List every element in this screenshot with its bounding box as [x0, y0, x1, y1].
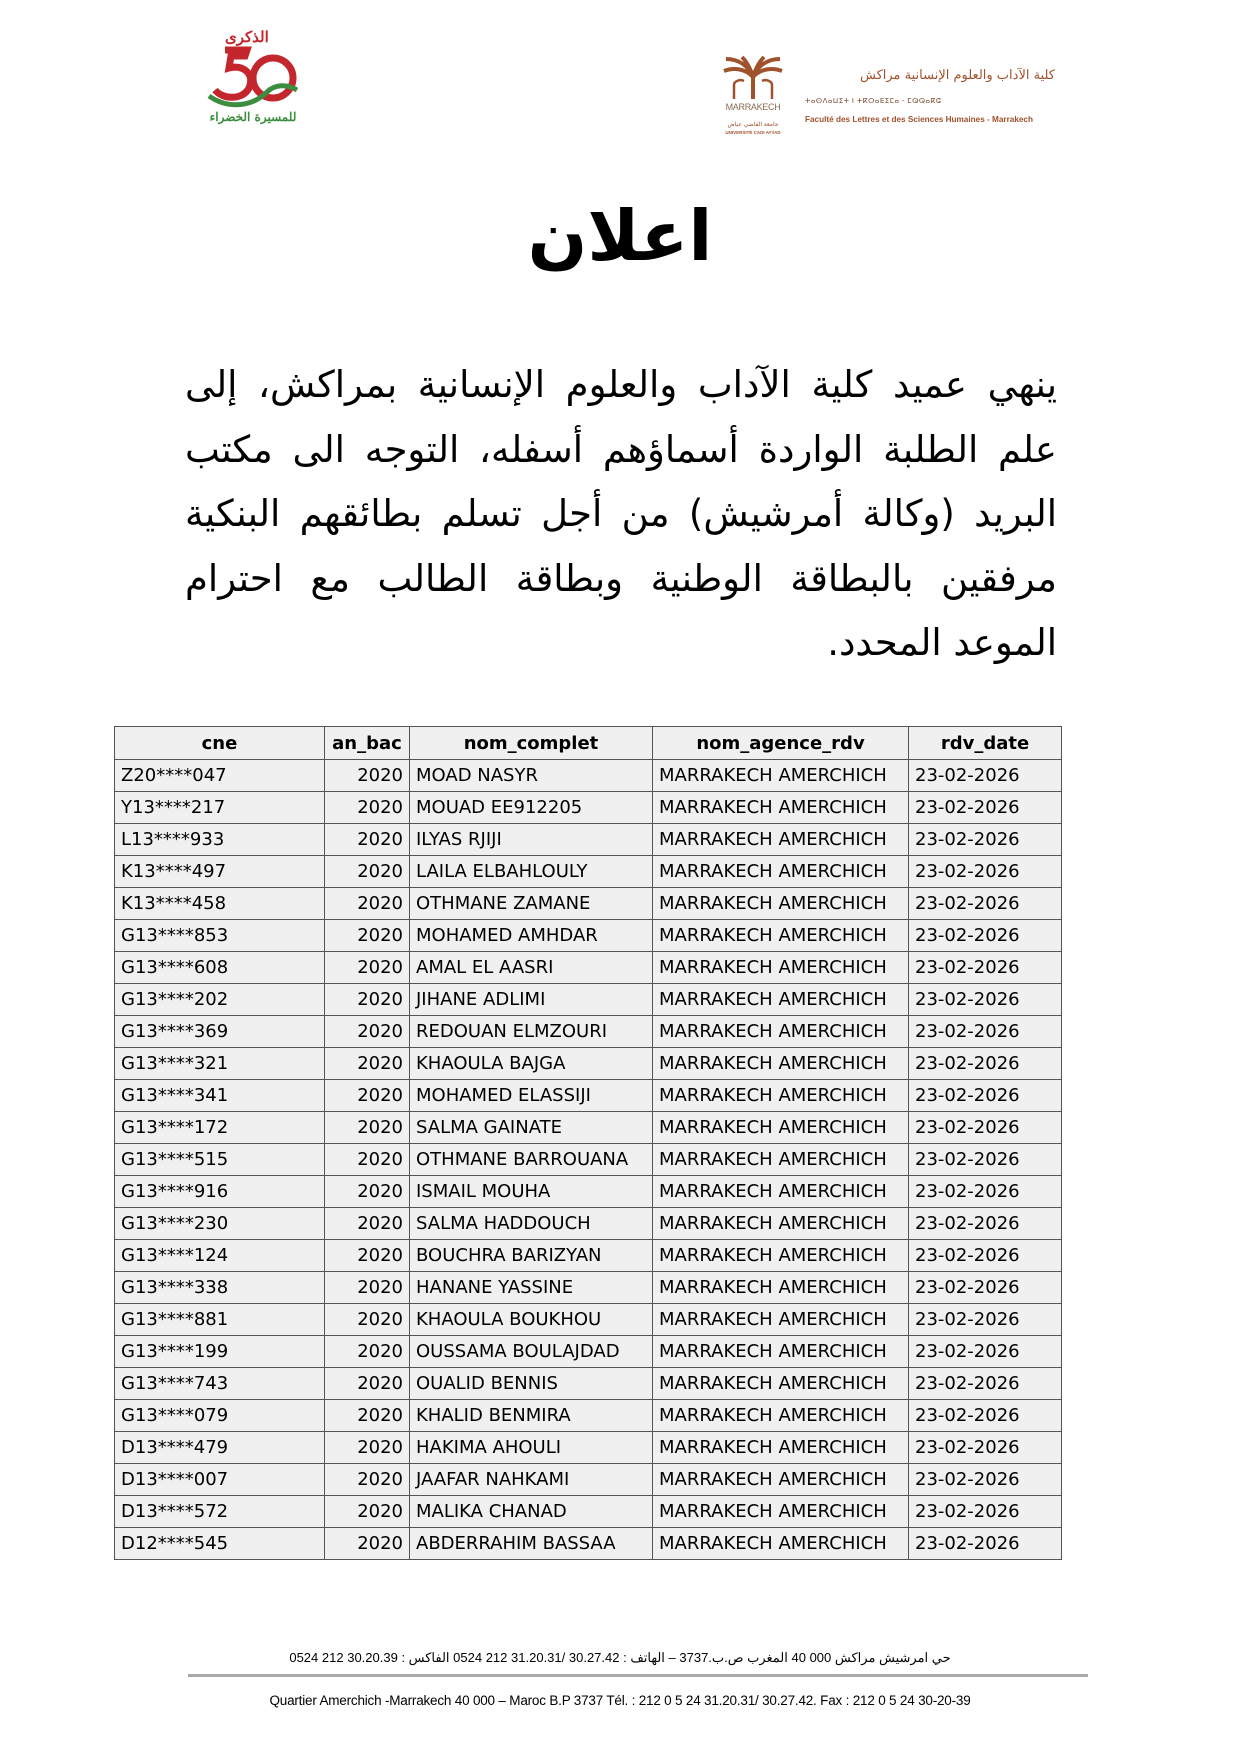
table-row — [115, 1272, 1062, 1304]
cell-nom-complet: KHAOULA BAJGA — [410, 1048, 653, 1080]
cell-cne: Z20****047 — [115, 760, 325, 792]
cell-cne: Y13****217 — [115, 792, 325, 824]
cell-nom-complet: OUALID BENNIS — [410, 1368, 653, 1400]
cell-nom-agence-rdv: MARRAKECH AMERCHICH — [653, 888, 909, 920]
cell-cne: G13****341 — [115, 1080, 325, 1112]
cell-an-bac: 2020 — [325, 1208, 410, 1240]
cell-an-bac: 2020 — [325, 1272, 410, 1304]
table-row — [115, 1176, 1062, 1208]
cell-an-bac: 2020 — [325, 1304, 410, 1336]
cell-nom-agence-rdv: MARRAKECH AMERCHICH — [653, 920, 909, 952]
table-row — [115, 1240, 1062, 1272]
logo-green-march-text: للمسيرة الخضراء — [209, 110, 297, 124]
cell-rdv-date: 23-02-2026 — [909, 952, 1062, 984]
table-row — [115, 1304, 1062, 1336]
cell-nom-agence-rdv: MARRAKECH AMERCHICH — [653, 1368, 909, 1400]
cell-rdv-date: 23-02-2026 — [909, 984, 1062, 1016]
cell-nom-complet: HANANE YASSINE — [410, 1272, 653, 1304]
footer-address-ar: حي امرشيش مراكش 000 40 المغرب ص.ب.3737 – الهاتف : 30.27.42 /31.20.31 212 0524 الفاكس : 30.20.39 212 0524 — [289, 1650, 951, 1665]
cell-nom-agence-rdv: MARRAKECH AMERCHICH — [653, 1336, 909, 1368]
logo-university-fr: UNIVERSITÉ CADI AYYAD — [725, 130, 781, 135]
cell-an-bac: 2020 — [325, 1368, 410, 1400]
cell-rdv-date: 23-02-2026 — [909, 1016, 1062, 1048]
cell-rdv-date: 23-02-2026 — [909, 1464, 1062, 1496]
table-row — [115, 1208, 1062, 1240]
table-row — [115, 1080, 1062, 1112]
cell-an-bac: 2020 — [325, 1112, 410, 1144]
cell-an-bac: 2020 — [325, 1432, 410, 1464]
cell-rdv-date: 23-02-2026 — [909, 1208, 1062, 1240]
header-cne: cne — [115, 727, 325, 760]
header-nom-complet: nom_complet — [410, 727, 653, 760]
cell-nom-complet: AMAL EL AASRI — [410, 952, 653, 984]
cell-rdv-date: 23-02-2026 — [909, 1112, 1062, 1144]
footer-address-fr: Quartier Amerchich -Marrakech 40 000 – Maroc B.P 3737 Tél. : 212 0 5 24 31.20.31/ 30.27.42. Fax : 212 0 5 24 30-20-39 — [269, 1693, 971, 1708]
cell-rdv-date: 23-02-2026 — [909, 1336, 1062, 1368]
cell-nom-agence-rdv: MARRAKECH AMERCHICH — [653, 1432, 909, 1464]
cell-nom-complet: LAILA ELBAHLOULY — [410, 856, 653, 888]
cell-an-bac: 2020 — [325, 1528, 410, 1560]
cell-rdv-date: 23-02-2026 — [909, 1272, 1062, 1304]
table-row — [115, 1368, 1062, 1400]
cell-nom-agence-rdv: MARRAKECH AMERCHICH — [653, 1176, 909, 1208]
cell-nom-agence-rdv: MARRAKECH AMERCHICH — [653, 1496, 909, 1528]
cell-cne: L13****933 — [115, 824, 325, 856]
cell-an-bac: 2020 — [325, 1464, 410, 1496]
cell-nom-complet: HAKIMA AHOULI — [410, 1432, 653, 1464]
cell-nom-agence-rdv: MARRAKECH AMERCHICH — [653, 1080, 909, 1112]
cell-cne: G13****369 — [115, 1016, 325, 1048]
cell-an-bac: 2020 — [325, 888, 410, 920]
cell-rdv-date: 23-02-2026 — [909, 1368, 1062, 1400]
cell-nom-complet: KHALID BENMIRA — [410, 1400, 653, 1432]
cell-rdv-date: 23-02-2026 — [909, 1080, 1062, 1112]
cell-nom-complet: ISMAIL MOUHA — [410, 1176, 653, 1208]
table-row — [115, 984, 1062, 1016]
table-header-row — [115, 727, 1062, 760]
cell-nom-complet: SALMA GAINATE — [410, 1112, 653, 1144]
logo-city: MARRAKECH — [725, 102, 781, 112]
cell-nom-complet: OUSSAMA BOULAJDAD — [410, 1336, 653, 1368]
cell-nom-agence-rdv: MARRAKECH AMERCHICH — [653, 1304, 909, 1336]
cell-rdv-date: 23-02-2026 — [909, 1400, 1062, 1432]
logo-university-ar: جامعة القاضي عياض — [727, 122, 779, 128]
logo-anniversary-text: الذكرى — [225, 28, 269, 46]
cell-cne: D13****572 — [115, 1496, 325, 1528]
cell-rdv-date: 23-02-2026 — [909, 760, 1062, 792]
table-row — [115, 1432, 1062, 1464]
table-row — [115, 920, 1062, 952]
cell-cne: G13****321 — [115, 1048, 325, 1080]
page-title: اعلان — [527, 195, 713, 277]
cell-rdv-date: 23-02-2026 — [909, 1304, 1062, 1336]
cell-nom-complet: SALMA HADDOUCH — [410, 1208, 653, 1240]
cell-an-bac: 2020 — [325, 1496, 410, 1528]
cell-cne: G13****230 — [115, 1208, 325, 1240]
green-march-50-logo — [203, 28, 303, 128]
cell-an-bac: 2020 — [325, 920, 410, 952]
cell-an-bac: 2020 — [325, 1048, 410, 1080]
cell-rdv-date: 23-02-2026 — [909, 1048, 1062, 1080]
cell-rdv-date: 23-02-2026 — [909, 920, 1062, 952]
cell-nom-agence-rdv: MARRAKECH AMERCHICH — [653, 1464, 909, 1496]
cell-rdv-date: 23-02-2026 — [909, 1240, 1062, 1272]
cell-rdv-date: 23-02-2026 — [909, 824, 1062, 856]
cell-cne: G13****743 — [115, 1368, 325, 1400]
cell-nom-agence-rdv: MARRAKECH AMERCHICH — [653, 760, 909, 792]
cell-nom-complet: ABDERRAHIM BASSAA — [410, 1528, 653, 1560]
cell-an-bac: 2020 — [325, 984, 410, 1016]
cell-cne: G13****124 — [115, 1240, 325, 1272]
cell-rdv-date: 23-02-2026 — [909, 1144, 1062, 1176]
cell-cne: G13****608 — [115, 952, 325, 984]
cell-cne: G13****916 — [115, 1176, 325, 1208]
cell-cne: D12****545 — [115, 1528, 325, 1560]
cell-cne: G13****199 — [115, 1336, 325, 1368]
cell-cne: K13****497 — [115, 856, 325, 888]
cell-an-bac: 2020 — [325, 952, 410, 984]
cell-rdv-date: 23-02-2026 — [909, 1432, 1062, 1464]
table-row — [115, 1048, 1062, 1080]
cell-nom-agence-rdv: MARRAKECH AMERCHICH — [653, 1016, 909, 1048]
footer-divider — [188, 1674, 1088, 1677]
cell-an-bac: 2020 — [325, 1240, 410, 1272]
header-rdv-date: rdv_date — [909, 727, 1062, 760]
faculty-name-fr: Faculté des Lettres et des Sciences Humaines - Marrakech — [805, 115, 1033, 124]
cell-rdv-date: 23-02-2026 — [909, 856, 1062, 888]
cell-nom-complet: OTHMANE ZAMANE — [410, 888, 653, 920]
table-row — [115, 1016, 1062, 1048]
header-nom-agence-rdv: nom_agence_rdv — [653, 727, 909, 760]
table-row — [115, 760, 1062, 792]
cell-nom-complet: JIHANE ADLIMI — [410, 984, 653, 1016]
faculty-name-ar: كلية الآداب والعلوم الإنسانية مراكش — [860, 68, 1055, 83]
cell-an-bac: 2020 — [325, 856, 410, 888]
cell-rdv-date: 23-02-2026 — [909, 888, 1062, 920]
cell-cne: G13****853 — [115, 920, 325, 952]
table-row — [115, 856, 1062, 888]
table-row — [115, 1464, 1062, 1496]
cell-an-bac: 2020 — [325, 760, 410, 792]
table-row — [115, 1336, 1062, 1368]
cell-nom-complet: ILYAS RJIJI — [410, 824, 653, 856]
cell-cne: G13****515 — [115, 1144, 325, 1176]
cell-cne: G13****172 — [115, 1112, 325, 1144]
cell-nom-complet: REDOUAN ELMZOURI — [410, 1016, 653, 1048]
cell-nom-complet: BOUCHRA BARIZYAN — [410, 1240, 653, 1272]
table-row — [115, 1528, 1062, 1560]
cell-nom-agence-rdv: MARRAKECH AMERCHICH — [653, 1240, 909, 1272]
cell-nom-complet: JAAFAR NAHKAMI — [410, 1464, 653, 1496]
table-row — [115, 1400, 1062, 1432]
cell-rdv-date: 23-02-2026 — [909, 792, 1062, 824]
cell-nom-agence-rdv: MARRAKECH AMERCHICH — [653, 1272, 909, 1304]
cell-cne: D13****007 — [115, 1464, 325, 1496]
fifty-emblem-icon — [203, 44, 303, 112]
students-table — [114, 726, 1062, 1560]
cell-an-bac: 2020 — [325, 824, 410, 856]
cell-nom-agence-rdv: MARRAKECH AMERCHICH — [653, 1048, 909, 1080]
cell-nom-complet: MOAD NASYR — [410, 760, 653, 792]
cell-rdv-date: 23-02-2026 — [909, 1496, 1062, 1528]
cell-nom-agence-rdv: MARRAKECH AMERCHICH — [653, 856, 909, 888]
cell-nom-complet: KHAOULA BOUKHOU — [410, 1304, 653, 1336]
cell-nom-agence-rdv: MARRAKECH AMERCHICH — [653, 1208, 909, 1240]
cell-nom-complet: MOHAMED AMHDAR — [410, 920, 653, 952]
cell-cne: G13****202 — [115, 984, 325, 1016]
cell-cne: D13****479 — [115, 1432, 325, 1464]
table-row — [115, 1144, 1062, 1176]
cell-nom-complet: MALIKA CHANAD — [410, 1496, 653, 1528]
cell-nom-agence-rdv: MARRAKECH AMERCHICH — [653, 1400, 909, 1432]
table-row — [115, 952, 1062, 984]
cell-nom-agence-rdv: MARRAKECH AMERCHICH — [653, 1528, 909, 1560]
cell-nom-agence-rdv: MARRAKECH AMERCHICH — [653, 792, 909, 824]
header-an-bac: an_bac — [325, 727, 410, 760]
table-row — [115, 888, 1062, 920]
cell-an-bac: 2020 — [325, 1336, 410, 1368]
cell-nom-complet: MOHAMED ELASSIJI — [410, 1080, 653, 1112]
cell-nom-complet: OTHMANE BARROUANA — [410, 1144, 653, 1176]
table-row — [115, 1112, 1062, 1144]
cell-an-bac: 2020 — [325, 1144, 410, 1176]
cell-nom-agence-rdv: MARRAKECH AMERCHICH — [653, 1112, 909, 1144]
faculty-name-tifinagh: ⵜⴰⵙⴷⴰⵡⵉⵜ ⵏ ⵜⴽⵔⴰⴹⵉⵎⴰ - ⵎⵕⵕⴰⴽⵛ — [805, 98, 942, 105]
cell-nom-agence-rdv: MARRAKECH AMERCHICH — [653, 952, 909, 984]
cell-nom-agence-rdv: MARRAKECH AMERCHICH — [653, 1144, 909, 1176]
cell-nom-agence-rdv: MARRAKECH AMERCHICH — [653, 824, 909, 856]
cell-an-bac: 2020 — [325, 1400, 410, 1432]
table-row — [115, 792, 1062, 824]
cell-an-bac: 2020 — [325, 1080, 410, 1112]
cell-an-bac: 2020 — [325, 1016, 410, 1048]
announcement-paragraph: ينهي عميد كلية الآداب والعلوم الإنسانية بمراكش، إلى علم الطلبة الواردة أسماؤهم أسفله، التوجه الى مكتب البريد (وكالة أمرشيش) من أجل تسلم بطائقهم البنكية مرفقين بالبطاقة الوطنية وبطاقة الطالب مع احترام الموعد المحدد. — [185, 363, 1057, 664]
cell-an-bac: 2020 — [325, 1176, 410, 1208]
cell-cne: G13****079 — [115, 1400, 325, 1432]
cell-rdv-date: 23-02-2026 — [909, 1176, 1062, 1208]
cell-nom-agence-rdv: MARRAKECH AMERCHICH — [653, 984, 909, 1016]
cell-nom-complet: MOUAD EE912205 — [410, 792, 653, 824]
cell-an-bac: 2020 — [325, 792, 410, 824]
cell-rdv-date: 23-02-2026 — [909, 1528, 1062, 1560]
cell-cne: G13****881 — [115, 1304, 325, 1336]
table-row — [115, 1496, 1062, 1528]
table-row — [115, 824, 1062, 856]
cell-cne: K13****458 — [115, 888, 325, 920]
cell-cne: G13****338 — [115, 1272, 325, 1304]
faculty-logo — [720, 55, 1060, 155]
